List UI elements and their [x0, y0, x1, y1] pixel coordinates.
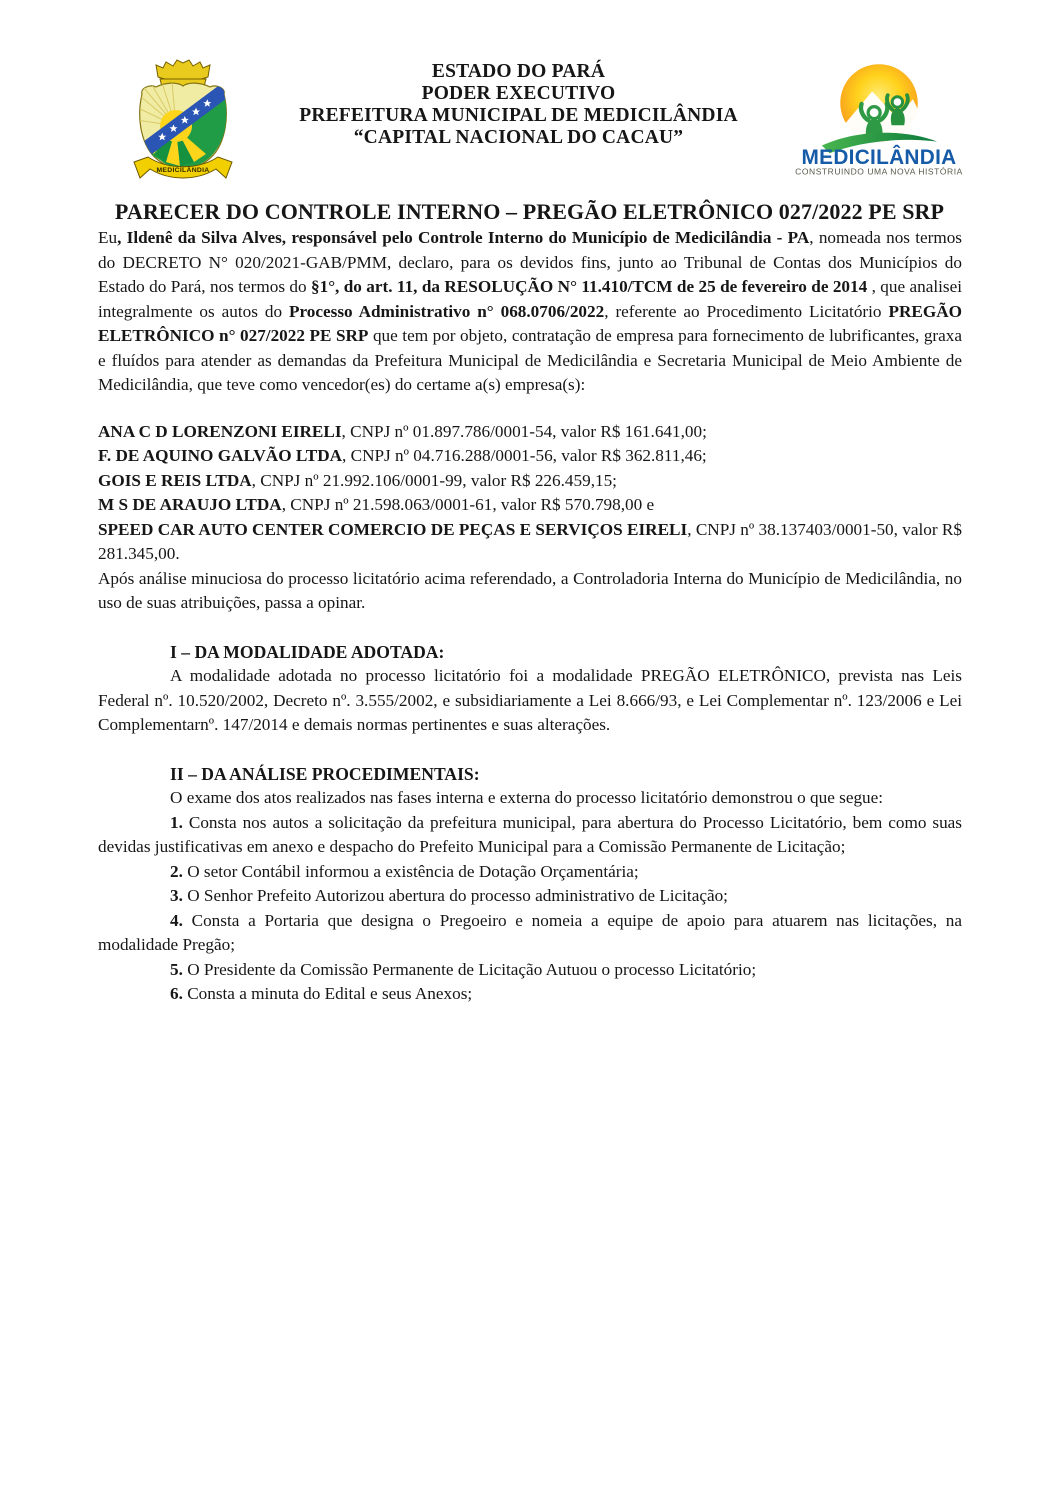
city-logo: [787, 56, 971, 177]
text-segment: M S DE ARAUJO LTDA: [98, 495, 282, 514]
text-segment: F. DE AQUINO GALVÃO LTDA: [98, 446, 343, 465]
text-segment: , CNPJ nº 21.992.106/0001-99, valor R$ 226.459,15;: [251, 470, 617, 490]
text-segment: O Presidente da Comissão Permanente de Licitação Autuou o processo Licitatório;: [182, 959, 757, 979]
org-line-state: ESTADO DO PARÁ: [431, 61, 606, 82]
text-segment: §1°, do art. 11, da RESOLUÇÃO N° 11.410/TCM de 25 de fevereiro de 2014: [311, 277, 868, 296]
crest-banner-text: MEDICILÂNDIA: [156, 167, 210, 174]
text-segment: Consta a minuta do Edital e seus Anexos;: [182, 984, 473, 1003]
text-segment: SPEED CAR AUTO CENTER COMERCIO DE PEÇAS E SERVIÇOS EIRELI: [98, 519, 688, 539]
logo-city-name: MEDICILÂNDIA: [801, 145, 957, 169]
text-segment: , referente ao Procedimento Licitatório: [604, 301, 889, 321]
text-segment: , CNPJ nº 38.137403/0001-50, valor R$ 281.345,00.: [98, 519, 962, 563]
text-segment: 6.: [170, 984, 183, 1003]
text-segment: , CNPJ nº 01.897.786/0001-54, valor R$ 161.641,00;: [341, 421, 707, 441]
section-2-heading: II – DA ANÁLISE PROCEDIMENTAIS:: [170, 763, 480, 784]
text-segment: Processo Administrativo n° 068.0706/2022: [288, 301, 605, 321]
intro-paragraph: [98, 226, 962, 398]
text-segment: 1.: [170, 812, 183, 832]
text-segment: ANA C D LORENZONI EIRELI: [98, 421, 342, 441]
section-1-body: A modalidade adotada no processo licitatório foi a modalidade PREGÃO ELETRÔNICO, prevista nas Leis Federal nº. 10.520/2002, Decreto nº. 3.555/2002, e subsidiariamente a Lei 8.666/93, e Lei Complementar nº. 123/2006 e Lei Complementarnº. 147/2014 e demais normas pertinentes e suas alterações.: [98, 666, 962, 734]
winner-entry-2: [98, 444, 962, 469]
text-segment: GOIS E REIS LTDA: [98, 470, 252, 490]
org-line-motto: “CAPITAL NACIONAL DO CACAU”: [353, 127, 684, 148]
text-segment: 4.: [170, 910, 183, 930]
winner-entry-5: [98, 518, 962, 567]
text-segment: Eu: [98, 228, 118, 247]
text-segment: 2.: [170, 861, 183, 881]
numbered-item-3: [98, 884, 962, 909]
text-segment: , nomeada nos termos do DECRETO N° 020/2021-GAB/PMM, declaro, para os devidos fins, junto ao Tribunal de Contas dos Municípios do Estado do Pará, nos termos do: [98, 228, 962, 296]
text-segment: PREGÃO ELETRÔNICO n° 027/2022 PE SRP: [98, 301, 962, 345]
section-1-heading: I – DA MODALIDADE ADOTADA:: [170, 641, 445, 662]
org-line-power: PODER EXECUTIVO: [421, 83, 616, 104]
document-title: PARECER DO CONTROLE INTERNO – PREGÃO ELETRÔNICO 027/2022 PE SRP: [114, 199, 945, 224]
winners-list: [98, 420, 962, 567]
text-segment: O setor Contábil informou a existência de Dotação Orçamentária;: [182, 861, 639, 881]
winner-entry-3: [98, 469, 962, 494]
text-segment: , CNPJ nº 21.598.063/0001-61, valor R$ 570.798,00 e: [281, 495, 655, 514]
numbered-item-1: [98, 811, 962, 860]
numbered-item-5: [98, 958, 962, 983]
numbered-item-6: [98, 982, 962, 1007]
municipal-coat-of-arms-icon: [116, 54, 250, 186]
numbered-item-4: [98, 909, 962, 958]
winner-entry-4: [98, 493, 962, 518]
text-segment: , CNPJ nº 04.716.288/0001-56, valor R$ 362.811,46;: [342, 446, 707, 465]
text-segment: 5.: [170, 959, 183, 979]
text-segment: 3.: [170, 886, 183, 905]
section-2-body: O exame dos atos realizados nas fases interna e externa do processo licitatório demonstrou o que segue:: [170, 788, 884, 807]
document-body: [0, 226, 1059, 1007]
text-segment: que tem por objeto, contratação de empresa para fornecimento de lubrificantes, graxa e fluídos para atender as demandas da Prefeitura Municipal de Medicilândia e Secretaria Municipal de Meio Ambiente de Medicilândia, que teve como vencedor(es) do certame a(s) empresa(s):: [98, 326, 962, 394]
org-header-text: [250, 54, 787, 149]
logo-tagline: CONSTRUINDO UMA NOVA HISTÓRIA: [795, 166, 963, 177]
text-segment: O Senhor Prefeito Autorizou abertura do processo administrativo de Licitação;: [182, 886, 728, 905]
document-header: [0, 0, 1059, 186]
numbered-item-2: [98, 860, 962, 885]
org-line-prefecture: PREFEITURA MUNICIPAL DE MEDICILÂNDIA: [299, 105, 738, 126]
text-segment: Consta nos autos a solicitação da prefeitura municipal, para abertura do Processo Licitatório, bem como suas devidas justificativas em anexo e despacho do Prefeito Municipal para a Comissão Permanente de Licitação;: [98, 812, 962, 856]
text-segment: , que analisei integralmente os autos do: [98, 277, 962, 321]
text-segment: , Ildenê da Silva Alves, responsável pelo Controle Interno do Município de Medicilândia - PA: [117, 228, 810, 247]
winner-entry-1: [98, 420, 962, 445]
text-segment: Consta a Portaria que designa o Pregoeiro e nomeia a equipe de apoio para atuarem nas licitações, na modalidade Pregão;: [98, 910, 962, 954]
opinion-paragraph: Após análise minuciosa do processo licitatório acima referendado, a Controladoria Interna do Município de Medicilândia, no uso de suas atribuições, passa a opinar.: [98, 568, 962, 612]
